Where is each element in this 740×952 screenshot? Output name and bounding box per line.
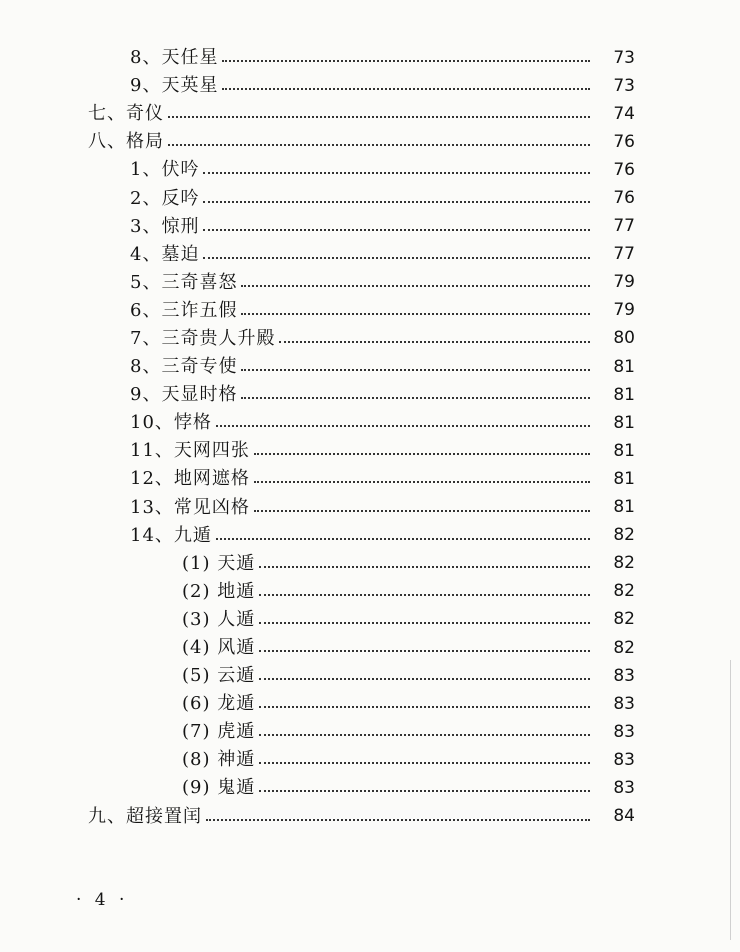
toc-entry-page-number: 79 bbox=[613, 272, 635, 293]
toc-entry-page-number: 76 bbox=[613, 188, 635, 209]
toc-entry-title: (3) 人遁 bbox=[182, 608, 256, 630]
toc-entry[interactable] bbox=[0, 522, 740, 550]
toc-entry-page-number: 77 bbox=[613, 244, 635, 265]
toc-entry-page-number: 73 bbox=[613, 75, 635, 96]
toc-entry-title: 9、天英星 bbox=[130, 75, 219, 97]
dot-leader bbox=[241, 397, 590, 399]
toc-entry-title: 七、奇仪 bbox=[88, 103, 164, 125]
toc-entry-page-number: 82 bbox=[613, 525, 635, 546]
dot-leader bbox=[203, 172, 590, 174]
toc-entry-title: 13、常见凶格 bbox=[130, 496, 250, 518]
toc-entry-title: 7、三奇贵人升殿 bbox=[130, 327, 276, 349]
toc-entry[interactable] bbox=[0, 494, 740, 522]
toc-entry[interactable] bbox=[0, 662, 740, 690]
dot-leader bbox=[206, 819, 590, 821]
toc-entry-page-number: 83 bbox=[613, 665, 635, 686]
toc-entry[interactable] bbox=[0, 718, 740, 746]
toc-entry-title: 9、天显时格 bbox=[130, 384, 238, 406]
toc-entry-title: 12、地网遮格 bbox=[130, 468, 250, 490]
toc-entry-title: 2、反吟 bbox=[130, 187, 200, 209]
dot-leader bbox=[216, 425, 590, 427]
toc-entry[interactable] bbox=[0, 184, 740, 212]
dot-leader bbox=[241, 369, 590, 371]
dot-leader bbox=[259, 678, 590, 680]
dot-leader bbox=[203, 229, 590, 231]
toc-entry-title: (9) 鬼遁 bbox=[182, 777, 256, 799]
toc-entry-page-number: 82 bbox=[613, 581, 635, 602]
toc-entry-title: (5) 云遁 bbox=[182, 665, 256, 687]
toc-entry-title: (6) 龙遁 bbox=[182, 693, 256, 715]
toc-entry-page-number: 74 bbox=[613, 103, 635, 124]
toc-entry-title: 3、惊刑 bbox=[130, 215, 200, 237]
toc-entry[interactable] bbox=[0, 100, 740, 128]
toc-entry[interactable] bbox=[0, 213, 740, 241]
toc-entry-title: (4) 风遁 bbox=[182, 637, 256, 659]
toc-entry-page-number: 81 bbox=[613, 440, 635, 461]
dot-leader bbox=[259, 706, 590, 708]
toc-entry-page-number: 81 bbox=[613, 468, 635, 489]
table-of-contents bbox=[0, 44, 740, 831]
toc-entry-title: 八、格局 bbox=[88, 131, 164, 153]
toc-entry[interactable] bbox=[0, 297, 740, 325]
toc-entry[interactable] bbox=[0, 437, 740, 465]
toc-entry-title: 10、悖格 bbox=[130, 412, 212, 434]
dot-leader bbox=[168, 144, 590, 146]
toc-entry-page-number: 82 bbox=[613, 637, 635, 658]
toc-entry[interactable] bbox=[0, 803, 740, 831]
dot-leader bbox=[168, 116, 590, 118]
dot-leader bbox=[259, 790, 590, 792]
toc-entry[interactable] bbox=[0, 44, 740, 72]
toc-entry[interactable] bbox=[0, 128, 740, 156]
toc-entry-page-number: 82 bbox=[613, 609, 635, 630]
toc-entry[interactable] bbox=[0, 353, 740, 381]
toc-entry-page-number: 84 bbox=[613, 806, 635, 827]
dot-leader bbox=[259, 734, 590, 736]
toc-entry-title: 11、天网四张 bbox=[130, 440, 250, 462]
toc-entry[interactable] bbox=[0, 634, 740, 662]
dot-leader bbox=[259, 622, 590, 624]
toc-entry[interactable] bbox=[0, 774, 740, 802]
toc-entry-title: 6、三诈五假 bbox=[130, 299, 238, 321]
toc-entry[interactable] bbox=[0, 606, 740, 634]
dot-leader bbox=[216, 538, 590, 540]
toc-entry-page-number: 81 bbox=[613, 412, 635, 433]
dot-leader bbox=[259, 650, 590, 652]
toc-entry-title: (8) 神遁 bbox=[182, 749, 256, 771]
toc-entry-title: 14、九遁 bbox=[130, 524, 212, 546]
dot-leader bbox=[203, 201, 590, 203]
dot-leader bbox=[259, 566, 590, 568]
dot-leader bbox=[254, 510, 590, 512]
toc-entry-title: 1、伏吟 bbox=[130, 159, 200, 181]
toc-entry[interactable] bbox=[0, 241, 740, 269]
dot-leader bbox=[254, 481, 590, 483]
toc-entry-title: 九、超接置闰 bbox=[88, 805, 202, 827]
toc-entry[interactable] bbox=[0, 325, 740, 353]
toc-entry[interactable] bbox=[0, 269, 740, 297]
toc-entry-page-number: 81 bbox=[613, 356, 635, 377]
toc-entry[interactable] bbox=[0, 72, 740, 100]
page-edge-line bbox=[730, 660, 731, 940]
toc-entry[interactable] bbox=[0, 690, 740, 718]
toc-entry-title: (1) 天遁 bbox=[182, 552, 256, 574]
dot-leader bbox=[259, 762, 590, 764]
toc-entry-title: 8、三奇专使 bbox=[130, 356, 238, 378]
toc-entry-title: (2) 地遁 bbox=[182, 580, 256, 602]
toc-entry-page-number: 79 bbox=[613, 300, 635, 321]
toc-entry-page-number: 83 bbox=[613, 693, 635, 714]
toc-entry[interactable] bbox=[0, 409, 740, 437]
toc-entry-page-number: 83 bbox=[613, 749, 635, 770]
dot-leader bbox=[241, 313, 590, 315]
toc-entry-page-number: 73 bbox=[613, 47, 635, 68]
dot-leader bbox=[279, 341, 590, 343]
toc-entry-page-number: 77 bbox=[613, 216, 635, 237]
toc-entry-page-number: 83 bbox=[613, 721, 635, 742]
toc-entry[interactable] bbox=[0, 746, 740, 774]
dot-leader bbox=[254, 453, 590, 455]
dot-leader bbox=[259, 594, 590, 596]
toc-entry[interactable] bbox=[0, 381, 740, 409]
toc-entry-page-number: 83 bbox=[613, 777, 635, 798]
toc-entry-page-number: 82 bbox=[613, 553, 635, 574]
toc-entry-title: (7) 虎遁 bbox=[182, 721, 256, 743]
dot-leader bbox=[222, 60, 590, 62]
toc-entry-page-number: 81 bbox=[613, 384, 635, 405]
page-number-footer: · 4 · bbox=[76, 890, 129, 910]
toc-entry-page-number: 76 bbox=[613, 131, 635, 152]
toc-entry[interactable] bbox=[0, 465, 740, 493]
dot-leader bbox=[203, 257, 590, 259]
toc-entry-title: 4、墓迫 bbox=[130, 243, 200, 265]
toc-entry[interactable] bbox=[0, 550, 740, 578]
toc-entry-page-number: 76 bbox=[613, 159, 635, 180]
toc-entry[interactable] bbox=[0, 578, 740, 606]
toc-entry[interactable] bbox=[0, 156, 740, 184]
toc-entry-title: 5、三奇喜怒 bbox=[130, 271, 238, 293]
toc-entry-page-number: 81 bbox=[613, 497, 635, 518]
dot-leader bbox=[222, 88, 590, 90]
toc-entry-title: 8、天任星 bbox=[130, 47, 219, 69]
dot-leader bbox=[241, 285, 590, 287]
toc-entry-page-number: 80 bbox=[613, 328, 635, 349]
